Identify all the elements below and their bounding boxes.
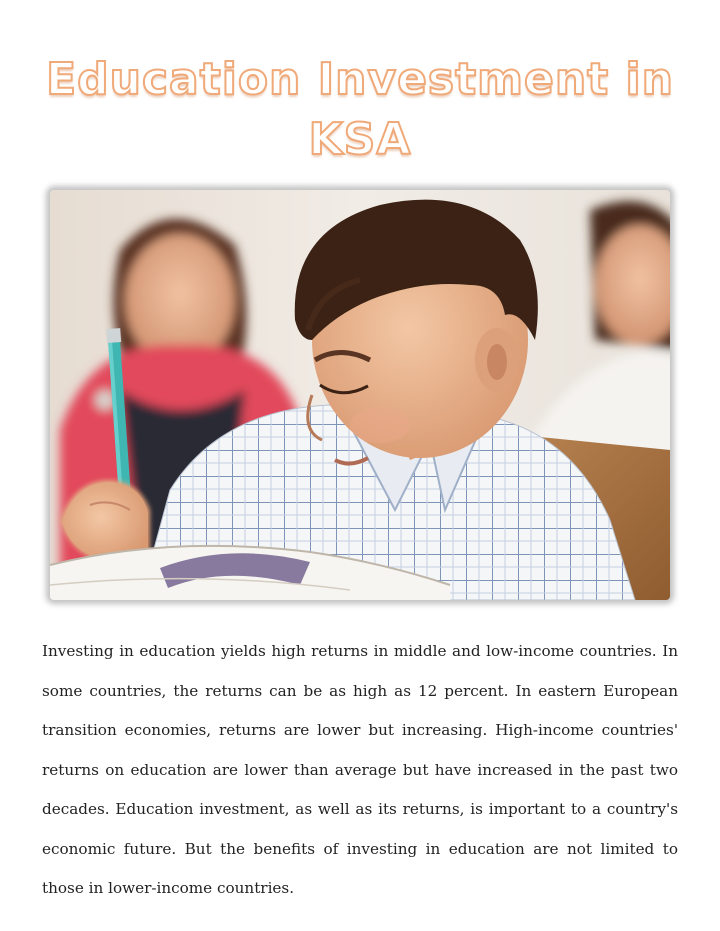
- page-title: [0, 50, 720, 170]
- body-paragraph: Investing in education yields high returns in middle and low-income countries. In some countries, the returns can be as high as 12 percent. In eastern European transition economies, returns are lower but increasing. High-income countries' returns on education are lower than average but have increased in the past two decades. Education investment, as well as its returns, is important to a country's economic future. But the benefits of investing in education are not limited to those in lower-income countries.: [42, 642, 678, 897]
- classroom-photo: [50, 190, 670, 600]
- title-line-1: Education Investment in: [46, 54, 674, 105]
- title-line-2: KSA: [308, 114, 412, 165]
